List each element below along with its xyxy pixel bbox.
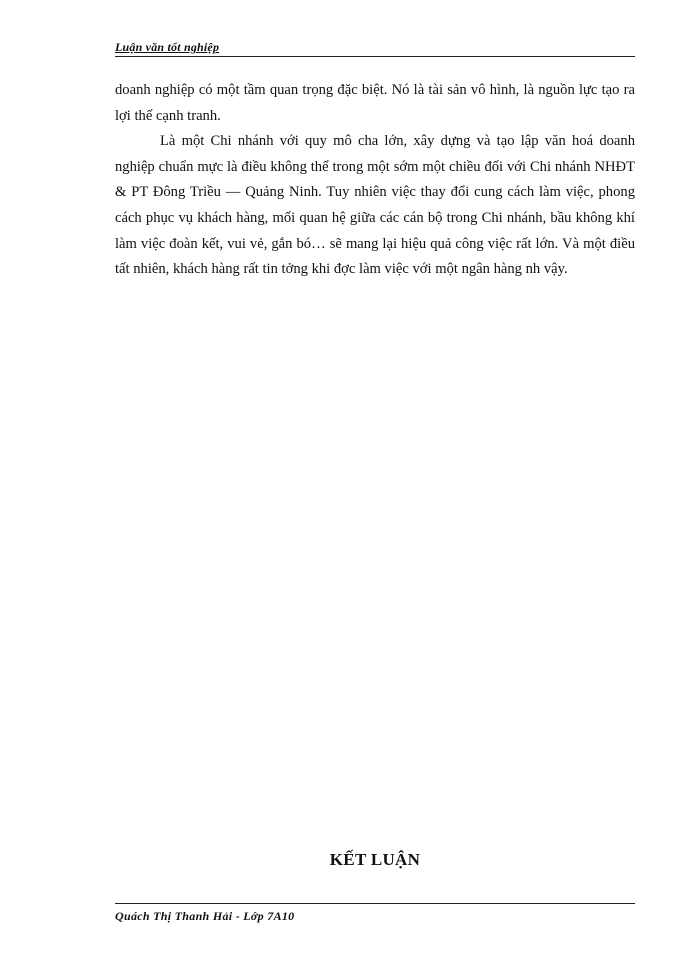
footer-author: Quách Thị Thanh Hải - Lớp 7A10 (115, 909, 295, 923)
page-footer (115, 903, 635, 924)
paragraph: Là một Chi nhánh với quy mô cha lớn, xây dựng và tạo lập văn hoá doanh nghiệp chuẩn mực là điều không thể trong một sớm một chiều đối với Chi nhánh NHĐT & PT Đông Triều — Quảng Ninh. Tuy nhiên việc thay đổi cung cách làm việc, phong cách phục vụ khách hàng, mối quan hệ giữa các cán bộ trong Chi nhánh, bầu không khí làm việc đoàn kết, vui vẻ, gắn bó… sẽ mang lại hiệu quả công việc rất lớn. Và một điều tất nhiên, khách hàng rất tin tởng khi đợc làm việc với một ngân hàng nh vậy. (115, 133, 635, 278)
paragraph-continuation: doanh nghiệp có một tầm quan trọng đặc biệt. Nó là tài sản vô hình, là nguồn lực tạo ra lợi thế cạnh tranh. (115, 82, 635, 124)
section-heading: KẾT LUẬN (329, 850, 421, 869)
running-title: Luận văn tốt nghiệp (115, 40, 220, 54)
page-header (115, 40, 635, 57)
body-text (115, 78, 635, 283)
